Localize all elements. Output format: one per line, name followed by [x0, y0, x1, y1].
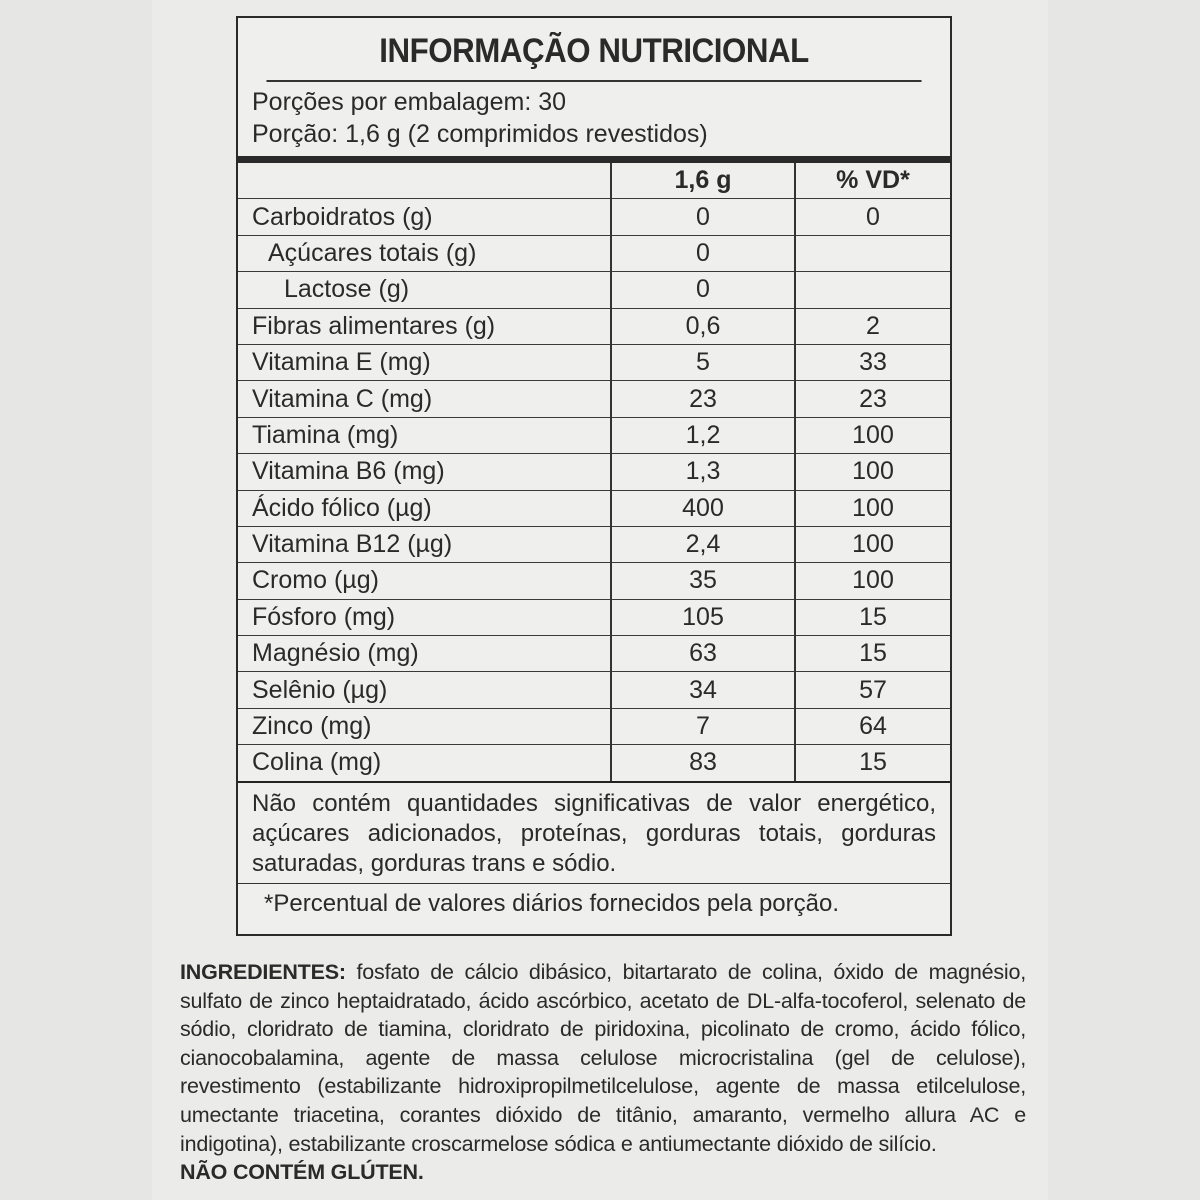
nutrient-dv — [795, 272, 950, 308]
gluten-warning: NÃO CONTÉM GLÚTEN. — [180, 1160, 424, 1185]
nutrient-amount: 23 — [611, 381, 795, 417]
nutrient-dv: 33 — [795, 344, 950, 380]
table-row — [238, 199, 950, 235]
table-row — [238, 636, 950, 672]
nutrition-facts-box — [236, 16, 952, 936]
nutrient-amount: 7 — [611, 708, 795, 744]
table-row — [238, 672, 950, 708]
nutrient-dv: 15 — [795, 599, 950, 635]
table-row — [238, 563, 950, 599]
thick-divider — [238, 156, 950, 163]
not-significant-note: Não contém quantidades significativas de valor energético, açúcares adicionados, proteínas, gorduras totais, gorduras saturadas, gorduras trans e sódio. — [238, 783, 950, 884]
header-nutrient — [238, 163, 611, 199]
nutrient-name: Colina (mg) — [238, 745, 611, 782]
nutrient-amount: 105 — [611, 599, 795, 635]
nutrient-amount: 83 — [611, 745, 795, 782]
ingredients-text: fosfato de cálcio dibásico, bitartarato de colina, óxido de magnésio, sulfato de zinco heptaidratado, ácido ascórbico, acetato de DL-alfa-tocoferol, selenato de sódio, cloridrato de tiamina, cloridrato de piridoxina, picolinato de cromo, ácido fólico, cianocobalamina, agente de massa celulose microcristalina (gel de celulose), revestimento (estabilizante hidroxipropilmetilcelulose, agente de massa etilcelulose, umectante triacetina, corantes dióxido de titânio, amaranto, vermelho allura AC e indigotina), estabilizante croscarmelose sódica e antiumectante dióxido de silício. — [180, 960, 1026, 1156]
nutrient-dv: 64 — [795, 708, 950, 744]
ingredients-block — [180, 958, 1026, 1187]
nutrient-name: Cromo (µg) — [238, 563, 611, 599]
nutrient-name: Açúcares totais (g) — [238, 235, 611, 271]
nutrient-dv: 15 — [795, 745, 950, 782]
nutrient-name: Fibras alimentares (g) — [238, 308, 611, 344]
nutrient-dv: 23 — [795, 381, 950, 417]
nutrition-title: INFORMAÇÃO NUTRICIONAL — [266, 18, 921, 82]
nutrient-dv: 100 — [795, 490, 950, 526]
nutrient-amount: 63 — [611, 636, 795, 672]
nutrient-amount: 35 — [611, 563, 795, 599]
nutrient-dv: 15 — [795, 636, 950, 672]
nutrient-dv: 57 — [795, 672, 950, 708]
table-row — [238, 454, 950, 490]
table-row — [238, 272, 950, 308]
table-row — [238, 708, 950, 744]
table-header-row — [238, 163, 950, 199]
table-row — [238, 745, 950, 782]
nutrient-amount: 0 — [611, 235, 795, 271]
nutrient-amount: 0,6 — [611, 308, 795, 344]
nutrient-name: Lactose (g) — [238, 272, 611, 308]
nutrient-amount: 2,4 — [611, 526, 795, 562]
nutrient-amount: 34 — [611, 672, 795, 708]
nutrient-name: Zinco (mg) — [238, 708, 611, 744]
header-dv: % VD* — [795, 163, 950, 199]
portions-per-package: Porções por embalagem: 30 — [252, 88, 567, 116]
ingredients-heading: INGREDIENTES: — [180, 960, 346, 984]
nutrient-name: Selênio (µg) — [238, 672, 611, 708]
nutrient-amount: 0 — [611, 272, 795, 308]
nutrient-dv: 100 — [795, 454, 950, 490]
table-row — [238, 235, 950, 271]
nutrient-name: Tiamina (mg) — [238, 417, 611, 453]
nutrient-amount: 1,3 — [611, 454, 795, 490]
nutrient-name: Vitamina B6 (mg) — [238, 454, 611, 490]
nutrition-table — [238, 163, 950, 783]
nutrient-dv — [795, 235, 950, 271]
serving-info — [238, 82, 950, 156]
table-row — [238, 344, 950, 380]
table-row — [238, 526, 950, 562]
table-row — [238, 417, 950, 453]
nutrient-name: Ácido fólico (µg) — [238, 490, 611, 526]
table-row — [238, 490, 950, 526]
table-row — [238, 381, 950, 417]
nutrient-dv: 0 — [795, 199, 950, 235]
nutrient-dv: 100 — [795, 563, 950, 599]
nutrient-name: Fósforo (mg) — [238, 599, 611, 635]
serving-size: Porção: 1,6 g (2 comprimidos revestidos) — [252, 120, 708, 148]
nutrient-dv: 2 — [795, 308, 950, 344]
dv-footnote: *Percentual de valores diários fornecidos pela porção. — [264, 889, 840, 917]
table-row — [238, 599, 950, 635]
nutrient-name: Vitamina B12 (µg) — [238, 526, 611, 562]
nutrient-name: Vitamina C (mg) — [238, 381, 611, 417]
nutrient-amount: 1,2 — [611, 417, 795, 453]
nutrient-name: Vitamina E (mg) — [238, 344, 611, 380]
nutrient-amount: 5 — [611, 344, 795, 380]
nutrient-name: Carboidratos (g) — [238, 199, 611, 235]
nutrient-name: Magnésio (mg) — [238, 636, 611, 672]
nutrient-dv: 100 — [795, 526, 950, 562]
header-amount: 1,6 g — [611, 163, 795, 199]
table-row — [238, 308, 950, 344]
nutrient-amount: 0 — [611, 199, 795, 235]
nutrient-amount: 400 — [611, 490, 795, 526]
nutrient-dv: 100 — [795, 417, 950, 453]
